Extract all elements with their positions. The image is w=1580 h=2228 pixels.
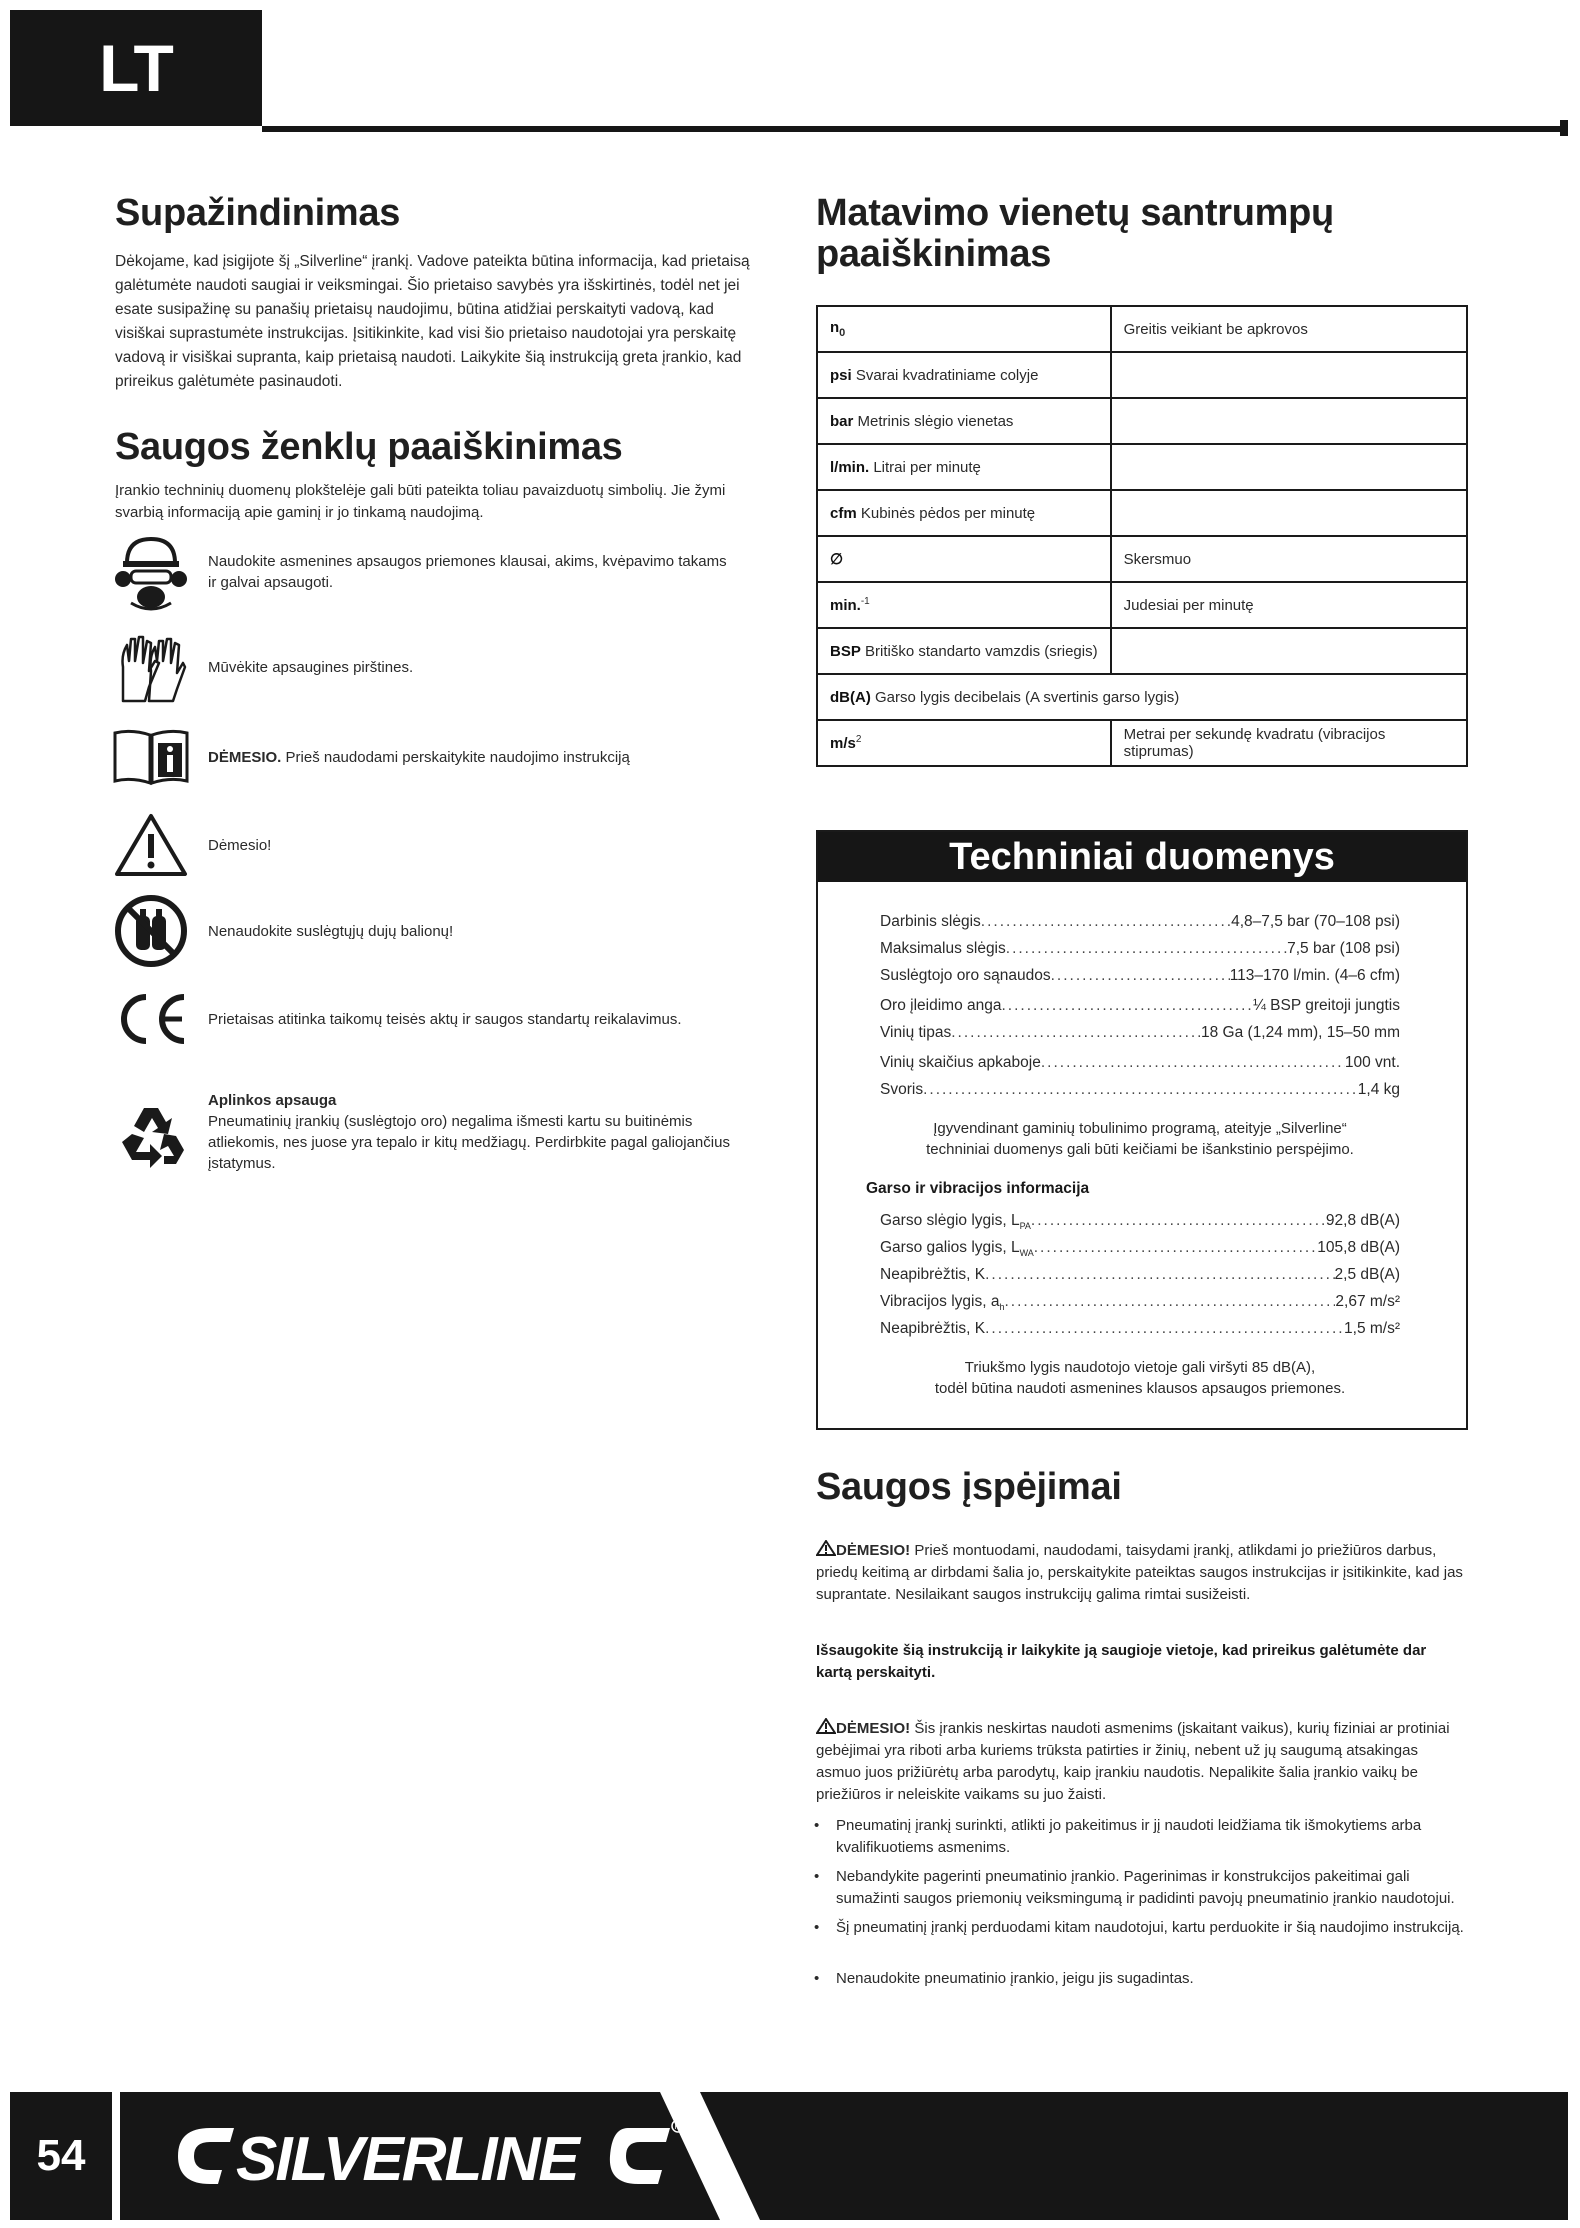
table-row [817, 398, 1467, 444]
spec-row: Suslėgtojo oro sąnaudos ..... 113–170 l/min. (4–6 cfm) [880, 962, 1400, 989]
warning-small-icon [816, 1718, 836, 1734]
units-title: Matavimo vienetų santrumpų paaiškinimas [816, 192, 1334, 276]
spec-row: Vinių tipas ..... 18 Ga (1,24 mm), 15–50 mm [880, 1019, 1400, 1046]
silverline-logo [170, 2108, 690, 2204]
keep-instructions-note: Išsaugokite šią instrukciją ir laikykite ją saugioje vietoje, kad prireikus galėtumėte dar kartą perskaityti. [816, 1642, 1427, 1681]
sound-title: Garso ir vibracijos informacija [866, 1180, 1090, 1197]
warning-small-icon [816, 1540, 836, 1556]
list-item: • Nebandykite pagerinti pneumatinio įrankio. Pagerinimas ir konstrukcijos pakeitimai gali sumažinti saugos priemonių veiksmingumą ir padidinti pavojų pneumatinio įrankio naudotojui. [816, 1866, 1466, 1910]
symbol-row-no-gas [112, 892, 752, 970]
symbol-text: Naudokite asmenines apsaugos priemones klausai, akims, kvėpavimo takams ir galvai apsaugoti. [208, 553, 727, 591]
spec-row: Vinių skaičius apkaboje ..... 100 vnt. [880, 1049, 1400, 1076]
symbol-text: Nenaudokite suslėgtųjų dujų balionų! [208, 922, 454, 940]
table-cell: dB(A) Garso lygis decibelais (A svertinis garso lygis) [817, 674, 1467, 720]
table-row [817, 582, 1467, 628]
sound-row: Garso galios lygis, $L_{WA}$ ..... 105,8 dB(A) [880, 1234, 1400, 1267]
tech-data-title: Techniniai duomenys [818, 832, 1466, 882]
ppe-head-icon [112, 533, 190, 611]
table-cell: Metrai per sekundę kvadratu (vibracijos stiprumas) [1111, 720, 1467, 766]
symbol-row-gloves [112, 628, 752, 706]
symbol-text: Dėmesio! [208, 836, 272, 854]
table-cell: Judesiai per minutę [1111, 582, 1467, 628]
svg-text:SILVERLINE: SILVERLINE [236, 2125, 578, 2194]
symbol-row-recycle [112, 1090, 752, 1176]
symbol-bold: DĖMESIO. [208, 748, 282, 766]
intro-text: Dėkojame, kad įsigijote šį „Silverline“ įrankį. Vadove pateikta būtina informacija, kad prietaisą galėtumėte naudoti saugiai ir veiksmingai. Šio prietaiso savybės yra išskirtinės, todėl net jei esate susipažinę su panašių prietaisų naudojimu, būtina atidžiai perskaityti vadovą, kad visiškai suprastumėte instrukcijas. Įsitikinkite, kad visi šio prietaiso naudotojai yra perskaitę vadovą ir visiškai supranta, kaip prietaisą naudoti. Laikykite šią instrukciją greta įrankio, kad prireikus galėtumėte pasinaudoti. [115, 253, 750, 390]
table-cell: psi Svarai kvadratiniame colyje [817, 352, 1111, 398]
header-rule [262, 126, 1568, 132]
table-cell [1111, 628, 1467, 674]
noise-note: Triukšmo lygis naudotojo vietoje gali viršyti 85 dB(A), todėl būtina naudoti asmenines klausos apsaugos priemones. [934, 1359, 1346, 1397]
manual-info-icon [112, 718, 190, 796]
sound-row: Neapibrėžtis, K ..... 2,5 dB(A) [880, 1261, 1400, 1288]
symbol-text-block [208, 1090, 748, 1174]
language-code: LT [99, 31, 173, 105]
header-rule-cap [1560, 120, 1568, 136]
spec-row: Maksimalus slėgis ..... 7,5 bar (108 psi) [880, 935, 1400, 962]
sound-row: Neapibrėžtis, K ..... 1,5 m/s² [880, 1315, 1400, 1342]
gloves-icon [112, 628, 190, 706]
symbol-text: Pneumatinių įrankių (suslėgtojo oro) negalima išmesti kartu su buitinėmis atliekomis, nes juose yra tepalo ir kitų medžiagų. Perdirbkite pagal galiojančius įstatymus. [208, 1113, 730, 1172]
table-cell: Greitis veikiant be apkrovos [1111, 306, 1467, 352]
table-row [817, 536, 1467, 582]
symbol-text: Mūvėkite apsaugines pirštines. [208, 658, 414, 676]
table-cell: ∅ [817, 536, 1111, 582]
symbol-text: DĖMESIO. Prieš naudodami perskaitykite naudojimo instrukciją [208, 748, 630, 766]
warnings-title: Saugos įspėjimai [816, 1466, 1122, 1508]
table-cell: min.$^{-1}$ [817, 582, 1111, 628]
list-item: • Pneumatinį įrankį surinkti, atlikti jo pakeitimus ir jį naudoti leidžiama tik išmokytiems arba kvalifikuotiems asmenims. [816, 1815, 1466, 1859]
table-cell [1111, 398, 1467, 444]
table-cell: Skersmuo [1111, 536, 1467, 582]
list-item: • Nenaudokite pneumatinio įrankio, jeigu jis sugadintas. [816, 1968, 1466, 1990]
symbol-row-manual [112, 718, 752, 796]
units-table [816, 305, 1468, 767]
symbols-title: Saugos ženklų paaiškinimas [115, 426, 623, 468]
intro-title: Supažindinimas [115, 192, 401, 234]
table-cell: BSP Britiško standarto vamzdis (sriegis) [817, 628, 1111, 674]
list-item: • Šį pneumatinį įrankį perduodami kitam naudotojui, kartu perduokite ir šią naudojimo instrukciją. [816, 1917, 1466, 1939]
page-number: 54 [36, 2131, 86, 2180]
table-row [817, 674, 1467, 720]
table-cell [1111, 444, 1467, 490]
spec-row: Svoris ..... 1,4 kg [880, 1076, 1400, 1103]
footer-divider [112, 2092, 120, 2220]
sound-row: Vibracijos lygis, $a_h$ ..... 2,67 m/s² [880, 1288, 1400, 1321]
svg-text:R: R [674, 2122, 681, 2131]
no-gas-cylinder-icon [112, 892, 190, 970]
table-cell: $n_0$ [817, 306, 1111, 352]
ce-mark-icon [112, 980, 190, 1058]
table-cell: cfm Kubinės pėdos per minutę [817, 490, 1111, 536]
warning-paragraph: DĖMESIO! Prieš montuodami, naudodami, taisydami įrankį, atlikdami jo priežiūros darbus, priedų keitimą ar dirbdami šalia jo, perskaitykite pateiktas saugos instrukcijas ir įsitikinkite, kad jas suprantate. Nesilaikant saugos instrukcijų galima rimtai susižeisti. [816, 1542, 1463, 1603]
symbol-text: Prietaisas atitinka taikomų teisės aktų ir saugos standartų reikalavimus. [208, 1010, 682, 1028]
table-row [817, 490, 1467, 536]
spec-row: Oro įleidimo anga ..... ¼ BSP greitoji jungtis [880, 992, 1400, 1019]
sound-row: Garso slėgio lygis, $L_{PA}$ ..... 92,8 dB(A) [880, 1207, 1400, 1240]
table-cell [1111, 352, 1467, 398]
warning-paragraph: DĖMESIO! Šis įrankis neskirtas naudoti asmenims (įskaitant vaikus), kurių fiziniai ar protiniai gebėjimai yra riboti arba kuriems trūksta patirties ir žinių, nebent už jų saugumą atsakingas asmuo juos prižiūrėtų arba parodytų, kaip įrankiu naudotis. Nepalikite šalia įrankio vaikų be priežiūros ir neleiskite vaikams su juo žaisti. [816, 1720, 1450, 1803]
table-cell: l/min. Litrai per minutę [817, 444, 1111, 490]
warning-triangle-icon [112, 806, 190, 884]
symbol-row-warning [112, 806, 752, 884]
table-cell: $m/s^2$ [817, 720, 1111, 766]
recycle-icon [112, 1098, 190, 1176]
symbol-title: Aplinkos apsauga [208, 1092, 337, 1109]
table-cell: bar Metrinis slėgio vienetas [817, 398, 1111, 444]
symbols-intro: Įrankio techninių duomenų plokštelėje gali būti pateikta toliau pavaizduotų simbolių. Jie žymi svarbią informaciją apie gaminį ir jo tinkamą naudojimą. [115, 482, 726, 521]
spec-row: Darbinis slėgis ..... 4,8–7,5 bar (70–108 psi) [880, 908, 1400, 935]
table-row [817, 628, 1467, 674]
table-row [817, 444, 1467, 490]
table-cell [1111, 490, 1467, 536]
table-row [817, 720, 1467, 766]
tech-note: Įgyvendinant gaminių tobulinimo programą, ateityje „Silverline“ techniniai duomenys gali būti keičiami be išankstinio perspėjimo. [926, 1120, 1354, 1158]
symbol-row-ppe [112, 533, 752, 611]
table-row [817, 352, 1467, 398]
symbol-row-ce [112, 980, 752, 1058]
table-row [817, 306, 1467, 352]
